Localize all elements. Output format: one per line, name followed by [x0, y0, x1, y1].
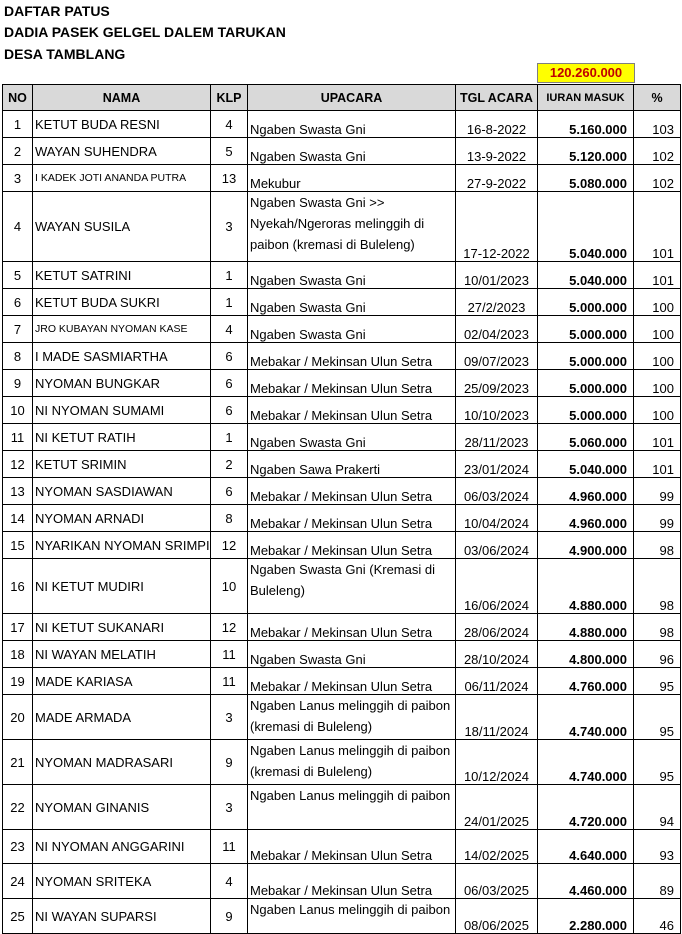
row-upacara: Ngaben Swasta Gni: [248, 111, 456, 138]
row-klp: 3: [211, 785, 248, 830]
row-nama: NYOMAN SRITEKA: [33, 864, 211, 899]
row-nama: KETUT SRIMIN: [33, 451, 211, 478]
row-upacara: Ngaben Swasta Gni: [248, 289, 456, 316]
row-klp: 1: [211, 424, 248, 451]
row-iuran: 5.040.000: [538, 192, 634, 262]
row-iuran: 4.960.000: [538, 505, 634, 532]
row-nama: KETUT BUDA SUKRI: [33, 289, 211, 316]
table-row: [3, 289, 681, 316]
row-upacara: Mebakar / Mekinsan Ulun Setra: [248, 614, 456, 641]
row-pct: 99: [634, 478, 681, 505]
row-nama: NYOMAN BUNGKAR: [33, 370, 211, 397]
row-no: 19: [3, 668, 33, 695]
row-nama: WAYAN SUHENDRA: [33, 138, 211, 165]
row-pct: 98: [634, 559, 681, 614]
total-iuran-cell: 120.260.000: [537, 63, 635, 83]
row-tgl: 16/06/2024: [456, 559, 538, 614]
header-row: [3, 85, 681, 111]
row-tgl: 09/07/2023: [456, 343, 538, 370]
row-iuran: 4.960.000: [538, 478, 634, 505]
row-iuran: 4.460.000: [538, 864, 634, 899]
row-no: 8: [3, 343, 33, 370]
col-header-upacara: UPACARA: [248, 85, 456, 111]
table-row: [3, 138, 681, 165]
table-row: [3, 165, 681, 192]
row-klp: 10: [211, 559, 248, 614]
row-iuran: 5.120.000: [538, 138, 634, 165]
row-iuran: 4.640.000: [538, 830, 634, 864]
row-nama: I KADEK JOTI ANANDA PUTRA: [33, 165, 211, 192]
row-pct: 101: [634, 262, 681, 289]
row-tgl: 10/12/2024: [456, 740, 538, 785]
row-iuran: 4.880.000: [538, 614, 634, 641]
table-row: [3, 641, 681, 668]
row-pct: 98: [634, 614, 681, 641]
row-upacara: Ngaben Lanus melinggih di paibon: [248, 785, 456, 830]
row-upacara: Ngaben Swasta Gni: [248, 316, 456, 343]
row-klp: 13: [211, 165, 248, 192]
row-pct: 99: [634, 505, 681, 532]
row-klp: 1: [211, 289, 248, 316]
row-nama: NI WAYAN MELATIH: [33, 641, 211, 668]
row-no: 12: [3, 451, 33, 478]
row-upacara: Ngaben Swasta Gni: [248, 138, 456, 165]
table-row: [3, 559, 681, 614]
row-tgl: 28/06/2024: [456, 614, 538, 641]
table-row: [3, 478, 681, 505]
row-tgl: 23/01/2024: [456, 451, 538, 478]
row-pct: 95: [634, 668, 681, 695]
table-row: [3, 111, 681, 138]
row-upacara: Ngaben Swasta Gni >> Nyekah/Ngeroras melinggih di paibon (kremasi di Buleleng): [248, 192, 456, 262]
row-no: 17: [3, 614, 33, 641]
row-klp: 9: [211, 740, 248, 785]
row-upacara: Mebakar / Mekinsan Ulun Setra: [248, 343, 456, 370]
table-row: [3, 899, 681, 934]
row-klp: 11: [211, 668, 248, 695]
table-row: [3, 316, 681, 343]
title-line-2: DADIA PASEK GELGEL DALEM TARUKAN: [4, 24, 286, 40]
row-klp: 6: [211, 397, 248, 424]
row-no: 18: [3, 641, 33, 668]
row-pct: 101: [634, 424, 681, 451]
row-klp: 2: [211, 451, 248, 478]
table-row: [3, 740, 681, 785]
row-klp: 11: [211, 641, 248, 668]
row-pct: 46: [634, 899, 681, 934]
col-header-no: NO: [3, 85, 33, 111]
row-no: 21: [3, 740, 33, 785]
row-no: 13: [3, 478, 33, 505]
row-iuran: 4.720.000: [538, 785, 634, 830]
row-iuran: 5.000.000: [538, 397, 634, 424]
row-tgl: 10/10/2023: [456, 397, 538, 424]
row-iuran: 4.760.000: [538, 668, 634, 695]
row-tgl: 16-8-2022: [456, 111, 538, 138]
table-row: [3, 830, 681, 864]
row-no: 1: [3, 111, 33, 138]
row-pct: 95: [634, 695, 681, 740]
row-pct: 93: [634, 830, 681, 864]
row-tgl: 27/2/2023: [456, 289, 538, 316]
table-row: [3, 424, 681, 451]
row-klp: 5: [211, 138, 248, 165]
table-row: [3, 668, 681, 695]
table-row: [3, 614, 681, 641]
table-row: [3, 343, 681, 370]
row-nama: NI WAYAN SUPARSI: [33, 899, 211, 934]
patus-table: [2, 84, 681, 934]
table-row: [3, 864, 681, 899]
row-nama: NI KETUT MUDIRI: [33, 559, 211, 614]
row-iuran: 5.040.000: [538, 451, 634, 478]
col-header-tgl: TGL ACARA: [456, 85, 538, 111]
row-tgl: 02/04/2023: [456, 316, 538, 343]
row-tgl: 06/03/2024: [456, 478, 538, 505]
row-pct: 102: [634, 138, 681, 165]
table-row: [3, 397, 681, 424]
row-nama: NI KETUT SUKANARI: [33, 614, 211, 641]
row-iuran: 4.900.000: [538, 532, 634, 559]
row-pct: 96: [634, 641, 681, 668]
row-pct: 100: [634, 289, 681, 316]
row-klp: 4: [211, 316, 248, 343]
row-nama: NI KETUT RATIH: [33, 424, 211, 451]
row-upacara: Ngaben Swasta Gni: [248, 424, 456, 451]
row-iuran: 5.080.000: [538, 165, 634, 192]
row-pct: 100: [634, 397, 681, 424]
row-no: 10: [3, 397, 33, 424]
row-klp: 4: [211, 864, 248, 899]
row-tgl: 24/01/2025: [456, 785, 538, 830]
row-no: 16: [3, 559, 33, 614]
row-no: 9: [3, 370, 33, 397]
title-line-3: DESA TAMBLANG: [4, 46, 126, 62]
row-tgl: 06/03/2025: [456, 864, 538, 899]
row-nama: KETUT SATRINI: [33, 262, 211, 289]
row-iuran: 4.880.000: [538, 559, 634, 614]
row-nama: NYOMAN ARNADI: [33, 505, 211, 532]
row-iuran: 5.060.000: [538, 424, 634, 451]
row-upacara: Ngaben Sawa Prakerti: [248, 451, 456, 478]
row-tgl: 13-9-2022: [456, 138, 538, 165]
row-nama: NYARIKAN NYOMAN SRIMPI: [33, 532, 211, 559]
row-iuran: 4.800.000: [538, 641, 634, 668]
row-nama: MADE ARMADA: [33, 695, 211, 740]
row-nama: NYOMAN SASDIAWAN: [33, 478, 211, 505]
row-pct: 100: [634, 343, 681, 370]
row-nama: WAYAN SUSILA: [33, 192, 211, 262]
row-iuran: 5.000.000: [538, 343, 634, 370]
table-row: [3, 451, 681, 478]
row-pct: 101: [634, 451, 681, 478]
row-tgl: 27-9-2022: [456, 165, 538, 192]
row-upacara: Ngaben Lanus melinggih di paibon (kremasi di Buleleng): [248, 695, 456, 740]
row-iuran: 5.000.000: [538, 370, 634, 397]
row-klp: 6: [211, 343, 248, 370]
row-upacara: Mebakar / Mekinsan Ulun Setra: [248, 370, 456, 397]
row-upacara: Ngaben Lanus melinggih di paibon: [248, 899, 456, 934]
table-row: [3, 505, 681, 532]
col-header-klp: KLP: [211, 85, 248, 111]
row-tgl: 18/11/2024: [456, 695, 538, 740]
row-klp: 11: [211, 830, 248, 864]
table-row: [3, 532, 681, 559]
row-upacara: Ngaben Swasta Gni (Kremasi di Buleleng): [248, 559, 456, 614]
row-klp: 1: [211, 262, 248, 289]
col-header-nama: NAMA: [33, 85, 211, 111]
row-no: 20: [3, 695, 33, 740]
title-line-1: DAFTAR PATUS: [4, 3, 110, 19]
row-iuran: 5.160.000: [538, 111, 634, 138]
col-header-pct: %: [634, 85, 681, 111]
row-pct: 95: [634, 740, 681, 785]
row-iuran: 5.000.000: [538, 316, 634, 343]
row-upacara: Mebakar / Mekinsan Ulun Setra: [248, 397, 456, 424]
row-upacara: Ngaben Lanus melinggih di paibon (kremasi di Buleleng): [248, 740, 456, 785]
row-no: 5: [3, 262, 33, 289]
row-no: 22: [3, 785, 33, 830]
row-klp: 4: [211, 111, 248, 138]
row-pct: 102: [634, 165, 681, 192]
row-tgl: 06/11/2024: [456, 668, 538, 695]
row-tgl: 03/06/2024: [456, 532, 538, 559]
row-tgl: 17-12-2022: [456, 192, 538, 262]
row-iuran: 4.740.000: [538, 740, 634, 785]
row-no: 24: [3, 864, 33, 899]
row-no: 15: [3, 532, 33, 559]
row-iuran: 2.280.000: [538, 899, 634, 934]
row-tgl: 28/11/2023: [456, 424, 538, 451]
table-row: [3, 785, 681, 830]
row-no: 4: [3, 192, 33, 262]
row-pct: 94: [634, 785, 681, 830]
row-nama: JRO KUBAYAN NYOMAN KASE: [33, 316, 211, 343]
table-row: [3, 695, 681, 740]
row-pct: 101: [634, 192, 681, 262]
row-no: 14: [3, 505, 33, 532]
row-upacara: Mebakar / Mekinsan Ulun Setra: [248, 864, 456, 899]
row-upacara: Mebakar / Mekinsan Ulun Setra: [248, 668, 456, 695]
row-pct: 100: [634, 370, 681, 397]
col-header-iuran: IURAN MASUK: [538, 85, 634, 111]
row-nama: NYOMAN GINANIS: [33, 785, 211, 830]
row-no: 2: [3, 138, 33, 165]
row-tgl: 10/01/2023: [456, 262, 538, 289]
row-tgl: 10/04/2024: [456, 505, 538, 532]
row-klp: 9: [211, 899, 248, 934]
row-nama: KETUT BUDA RESNI: [33, 111, 211, 138]
row-klp: 3: [211, 695, 248, 740]
table-row: [3, 192, 681, 262]
row-pct: 89: [634, 864, 681, 899]
row-klp: 3: [211, 192, 248, 262]
row-nama: NI NYOMAN SUMAMI: [33, 397, 211, 424]
row-upacara: Mebakar / Mekinsan Ulun Setra: [248, 830, 456, 864]
table-row: [3, 262, 681, 289]
row-tgl: 14/02/2025: [456, 830, 538, 864]
row-no: 25: [3, 899, 33, 934]
row-pct: 103: [634, 111, 681, 138]
row-tgl: 25/09/2023: [456, 370, 538, 397]
row-pct: 100: [634, 316, 681, 343]
row-klp: 6: [211, 478, 248, 505]
table-row: [3, 370, 681, 397]
row-no: 6: [3, 289, 33, 316]
row-nama: I MADE SASMIARTHA: [33, 343, 211, 370]
row-klp: 6: [211, 370, 248, 397]
row-nama: MADE KARIASA: [33, 668, 211, 695]
row-upacara: Mebakar / Mekinsan Ulun Setra: [248, 478, 456, 505]
row-klp: 12: [211, 532, 248, 559]
row-no: 23: [3, 830, 33, 864]
row-upacara: Ngaben Swasta Gni: [248, 641, 456, 668]
row-tgl: 28/10/2024: [456, 641, 538, 668]
row-klp: 8: [211, 505, 248, 532]
row-upacara: Mebakar / Mekinsan Ulun Setra: [248, 532, 456, 559]
row-iuran: 5.040.000: [538, 262, 634, 289]
row-nama: NI NYOMAN ANGGARINI: [33, 830, 211, 864]
row-pct: 98: [634, 532, 681, 559]
row-klp: 12: [211, 614, 248, 641]
row-upacara: Mebakar / Mekinsan Ulun Setra: [248, 505, 456, 532]
row-iuran: 5.000.000: [538, 289, 634, 316]
row-no: 3: [3, 165, 33, 192]
row-iuran: 4.740.000: [538, 695, 634, 740]
row-no: 11: [3, 424, 33, 451]
row-upacara: Mekubur: [248, 165, 456, 192]
row-upacara: Ngaben Swasta Gni: [248, 262, 456, 289]
row-no: 7: [3, 316, 33, 343]
row-tgl: 08/06/2025: [456, 899, 538, 934]
row-nama: NYOMAN MADRASARI: [33, 740, 211, 785]
